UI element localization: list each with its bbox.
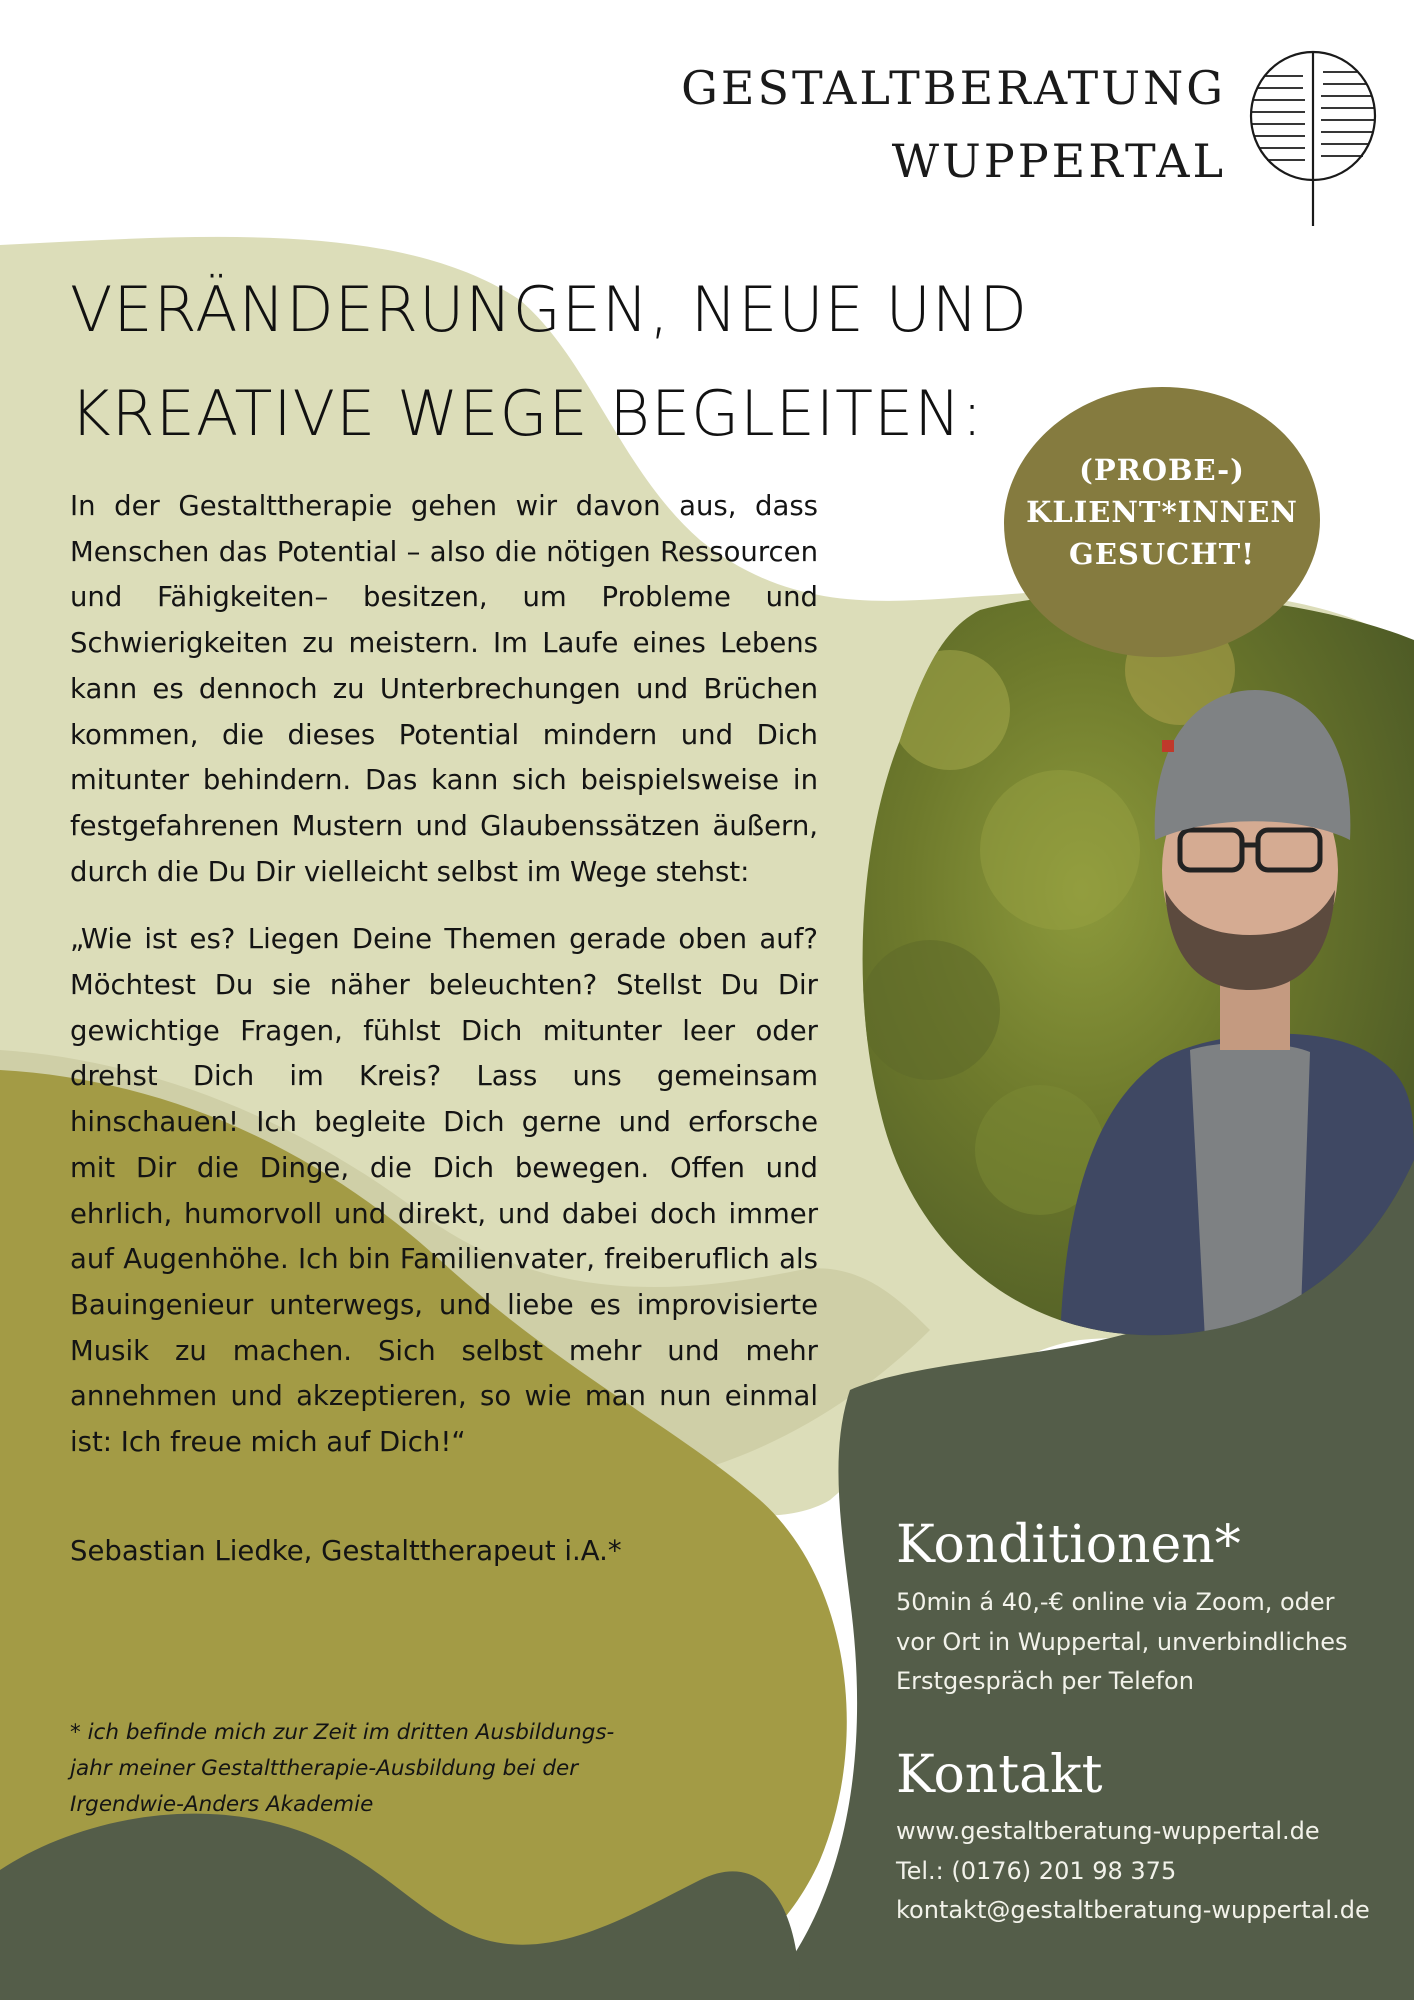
conditions-title: Konditionen* [896,1515,1241,1575]
contact-email-link[interactable]: kontakt@gestaltberatung-wuppertal.de [896,1896,1370,1924]
contact-website-link[interactable]: www.gestaltberatung-wuppertal.de [896,1817,1320,1845]
brand-title [681,52,1226,198]
footnote-line-3: Irgendwie-Anders Akademie [70,1792,374,1817]
brand-line-1: GESTALTBERATUNG [681,61,1226,115]
signature: Sebastian Liedke, Gestalttherapeut i.A.* [70,1535,622,1567]
contact-phone[interactable]: Tel.: (0176) 201 98 375 [896,1856,1177,1885]
intro-paragraph: In der Gestalttherapie gehen wir davon aus, dass Menschen das Potential – also die nötigen Ressourcen und Fähigkeiten– besitzen, um Probleme und Schwierigkeiten zu meistern. Im Laufe eines Lebens kann es dennoch zu Unterbrechungen und Brüchen kommen, die dieses Potential mindern und Dich mitunter behindern. Das kann sich beispielsweise in festgefahrenen Mustern und Glaubenssätzen äußern, durch die Du Dir vielleicht selbst im Wege stehst: [70,490,818,888]
footnote-line-2: jahr meiner Gestalttherapie-Ausbildung bei der [70,1756,579,1781]
headline [70,258,1070,466]
recruitment-badge [1002,385,1322,660]
conditions-line-2: vor Ort in Wuppertal, unverbindliches [896,1627,1348,1656]
badge-line-2: KLIENT*INNEN [1026,495,1298,529]
footnote [70,1715,670,1823]
headline-line-2: KREATIVE WEGE BEGLEITEN: [70,377,984,450]
brand-line-2: WUPPERTAL [891,134,1226,188]
contact-body [896,1812,1396,1931]
conditions-line-1: 50min á 40,-€ online via Zoom, oder [896,1588,1335,1616]
quote-paragraph: „Wie ist es? Liegen Deine Themen gerade oben auf? Möchtest Du sie näher beleuchten? Stellst Du Dir gewichtige Fragen, fühlst Dich mitunter leer oder drehst Dich im Kreis? Lass uns gemeinsam hinschauen! Ich begleite Dich gerne und erforsche mit Dir die Dinge, die Dich bewegen. Offen und ehrlich, humorvoll und direkt, und dabei doch immer auf Augenhöhe. Ich bin Familienvater, freiberuflich als Bauingenieur unterwegs, und liebe es improvisierte Musik zu machen. Sich selbst mehr und mehr annehmen und akzeptieren, so wie man nun einmal ist: Ich freue mich auf Dich!“ [70,923,818,1459]
body-text [70,484,818,1488]
conditions-line-3: Erstgespräch per Telefon [896,1667,1194,1695]
headline-line-1: VERÄNDERUNGEN, NEUE UND [70,273,1029,346]
badge-line-1: (PROBE-) [1079,453,1245,487]
contact-title: Kontakt [896,1745,1103,1805]
badge-line-3: GESUCHT! [1069,537,1255,571]
tree-leaf-icon [1243,48,1383,228]
portrait-photo [860,590,1414,1340]
footnote-line-1: * ich befinde mich zur Zeit im dritten Ausbildungs- [70,1720,615,1745]
conditions-body [896,1583,1396,1702]
